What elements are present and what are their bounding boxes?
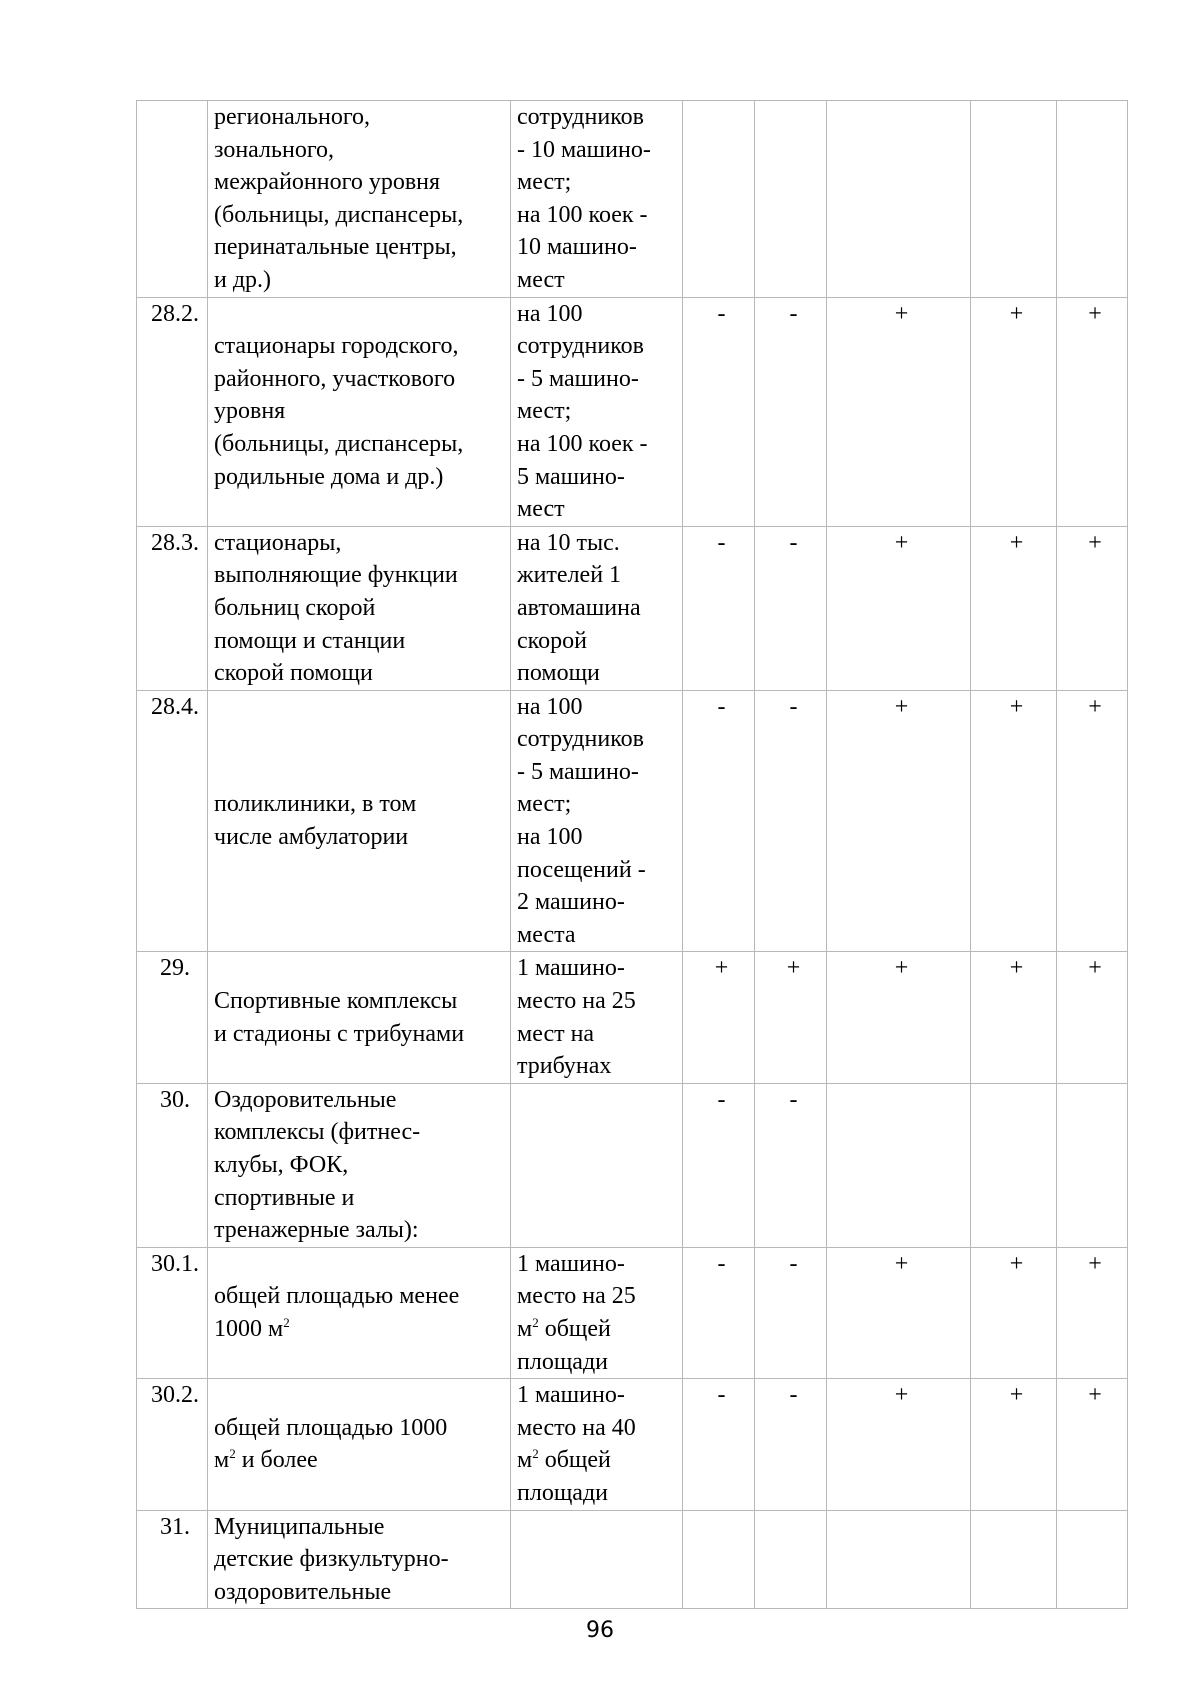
desc-text-tail: и более [235, 1447, 318, 1474]
parking-norm: на 10 тыс. жителей 1 автомашина скорой помощи [511, 526, 683, 690]
desc-text: общей площадью менее 1000 м [214, 1283, 460, 1342]
norm-text-tail: общей площади [517, 1447, 611, 1506]
table-row [137, 952, 1128, 1083]
mark-cell: + [1057, 297, 1128, 526]
parking-norm: на 100 сотрудников - 5 машино- мест; на 100 посещений - 2 машино- места [511, 690, 683, 952]
mark-cell: - [683, 526, 755, 690]
object-description: Спортивные комплексы и стадионы с трибунами [208, 952, 511, 1083]
table-row [137, 1510, 1128, 1609]
mark-cell: + [827, 952, 971, 1083]
row-number: 30. [137, 1083, 208, 1247]
parking-norm: 1 машино- место на 25 мест на трибунах [511, 952, 683, 1083]
norm-text: 1 машино- место на 40 м [517, 1382, 636, 1474]
object-description [208, 1379, 511, 1510]
mark-cell: + [971, 297, 1057, 526]
table-row [137, 690, 1128, 952]
mark-cell: + [971, 952, 1057, 1083]
mark-cell: + [1057, 952, 1128, 1083]
desc-text: общей площадью 1000 м [214, 1414, 448, 1474]
table-row [137, 101, 1128, 298]
superscript-2: 2 [229, 1446, 236, 1462]
mark-cell: + [827, 1247, 971, 1378]
object-description: стационары, выполняющие функции больниц скорой помощи и станции скорой помощи [208, 526, 511, 690]
mark-cell: - [683, 1247, 755, 1378]
superscript-2: 2 [532, 1446, 539, 1462]
parking-norm [511, 1247, 683, 1378]
mark-cell [971, 1083, 1057, 1247]
table-row [137, 1083, 1128, 1247]
object-description: Оздоровительные комплексы (фитнес- клубы, ФОК, спортивные и тренажерные залы): [208, 1083, 511, 1247]
mark-cell [827, 101, 971, 298]
mark-cell [827, 1510, 971, 1609]
norm-text-tail: общей площади [517, 1315, 611, 1375]
mark-cell [1057, 1083, 1128, 1247]
mark-cell [755, 1510, 827, 1609]
norm-text: 1 машино- место на 25 м [517, 1250, 636, 1342]
mark-cell [683, 101, 755, 298]
mark-cell: + [827, 690, 971, 952]
mark-cell: + [755, 952, 827, 1083]
mark-cell [1057, 101, 1128, 298]
superscript-2: 2 [283, 1314, 290, 1330]
mark-cell: - [755, 1083, 827, 1247]
mark-cell: + [827, 1379, 971, 1510]
mark-cell: - [755, 1247, 827, 1378]
mark-cell: - [683, 297, 755, 526]
mark-cell [683, 1510, 755, 1609]
parking-norm [511, 1083, 683, 1247]
table-row [137, 1379, 1128, 1510]
row-number: 28.4. [137, 690, 208, 952]
superscript-2: 2 [532, 1314, 539, 1330]
parking-norm [511, 1379, 683, 1510]
row-number: 30.2. [137, 1379, 208, 1510]
row-number: 29. [137, 952, 208, 1083]
object-description: поликлиники, в том числе амбулатории [208, 690, 511, 952]
table-row [137, 526, 1128, 690]
table-row [137, 297, 1128, 526]
mark-cell: + [827, 297, 971, 526]
mark-cell: + [683, 952, 755, 1083]
mark-cell: + [971, 1379, 1057, 1510]
mark-cell: - [755, 1379, 827, 1510]
row-number [137, 101, 208, 298]
mark-cell [755, 101, 827, 298]
object-description: Муниципальные детские физкультурно- оздоровительные [208, 1510, 511, 1609]
row-number: 28.3. [137, 526, 208, 690]
mark-cell: - [755, 526, 827, 690]
mark-cell: - [755, 297, 827, 526]
mark-cell [827, 1083, 971, 1247]
parking-norm [511, 1510, 683, 1609]
parking-norm: сотрудников - 10 машино- мест; на 100 коек - 10 машино- мест [511, 101, 683, 298]
row-number: 30.1. [137, 1247, 208, 1378]
row-number: 28.2. [137, 297, 208, 526]
mark-cell [971, 1510, 1057, 1609]
object-description [208, 1247, 511, 1378]
mark-cell: - [683, 690, 755, 952]
row-number: 31. [137, 1510, 208, 1609]
object-description: регионального, зонального, межрайонного уровня (больницы, диспансеры, перинатальные центры, и др.) [208, 101, 511, 298]
page-number: 96 [586, 1618, 614, 1643]
mark-cell: - [755, 690, 827, 952]
parking-norms-table [136, 100, 1128, 1609]
table-row [137, 1247, 1128, 1378]
mark-cell: + [1057, 1247, 1128, 1378]
mark-cell [1057, 1510, 1128, 1609]
mark-cell: + [971, 526, 1057, 690]
mark-cell: + [971, 1247, 1057, 1378]
parking-norm: на 100 сотрудников - 5 машино- мест; на 100 коек - 5 машино- мест [511, 297, 683, 526]
object-description: стационары городского, районного, участкового уровня (больницы, диспансеры, родильные дома и др.) [208, 297, 511, 526]
mark-cell [971, 101, 1057, 298]
mark-cell: - [683, 1083, 755, 1247]
mark-cell: + [1057, 526, 1128, 690]
mark-cell: + [1057, 1379, 1128, 1510]
mark-cell: + [827, 526, 971, 690]
mark-cell: + [971, 690, 1057, 952]
mark-cell: - [683, 1379, 755, 1510]
mark-cell: + [1057, 690, 1128, 952]
